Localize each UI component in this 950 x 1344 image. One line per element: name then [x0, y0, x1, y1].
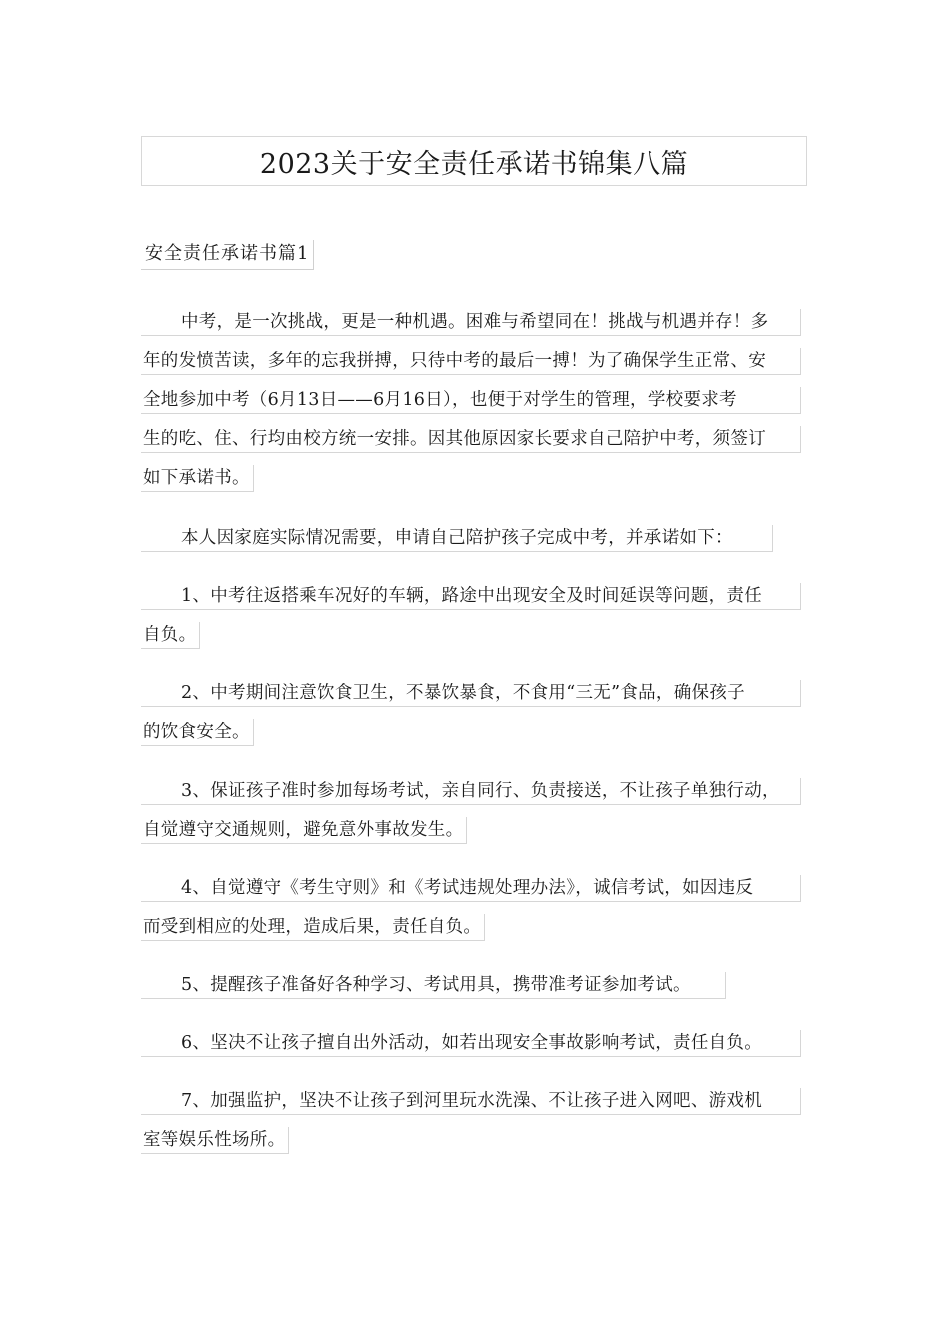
pledge-item-2	[141, 674, 806, 752]
paragraph-line: 2、中考期间注意饮食卫生，不暴饮暴食，不食用“三无”食品，确保孩子	[141, 680, 801, 707]
paragraph-line: 生的吃、住、行均由校方统一安排。因其他原因家长要求自己陪护中考，须签订	[141, 426, 801, 453]
paragraph-intro	[141, 303, 806, 498]
paragraph-line: 7、加强监护，坚决不让孩子到河里玩水洗澡、不让孩子进入网吧、游戏机	[141, 1088, 801, 1115]
paragraph-line: 全地参加中考（6月13日——6月16日），也便于对学生的管理，学校要求考	[141, 387, 801, 414]
pledge-item-3	[141, 772, 806, 850]
paragraph-line: 而受到相应的处理，造成后果，责任自负。	[141, 914, 485, 941]
paragraph-line: 中考，是一次挑战，更是一种机遇。困难与希望同在！挑战与机遇并存！多	[141, 309, 801, 336]
paragraph-line: 的饮食安全。	[141, 719, 254, 746]
paragraph-line: 室等娱乐性场所。	[141, 1127, 289, 1154]
pledge-item-7	[141, 1082, 806, 1160]
paragraph-line: 如下承诺书。	[141, 465, 254, 492]
pledge-item-6	[141, 1024, 806, 1063]
paragraph-line: 6、坚决不让孩子擅自出外活动，如若出现安全事故影响考试，责任自负。	[141, 1030, 801, 1057]
paragraph-line: 1、中考往返搭乘车况好的车辆，路途中出现安全及时间延误等问题，责任	[141, 583, 801, 610]
paragraph-line: 自负。	[141, 622, 200, 649]
paragraph-line: 5、提醒孩子准备好各种学习、考试用具，携带准考证参加考试。	[141, 972, 726, 999]
paragraph-line: 自觉遵守交通规则，避免意外事故发生。	[141, 817, 467, 844]
paragraph-line: 年的发愤苦读，多年的忘我拼搏，只待中考的最后一搏！为了确保学生正常、安	[141, 348, 801, 375]
paragraph-line: 本人因家庭实际情况需要，申请自己陪护孩子完成中考，并承诺如下：	[141, 525, 773, 552]
pledge-item-1	[141, 577, 806, 655]
section-heading: 安全责任承诺书篇1	[141, 240, 314, 270]
paragraph-line: 4、自觉遵守《考生守则》和《考试违规处理办法》，诚信考试，如因违反	[141, 875, 801, 902]
paragraph-pledge-intro	[141, 519, 806, 558]
paragraph-line: 3、保证孩子准时参加每场考试，亲自同行、负责接送，不让孩子单独行动，	[141, 778, 801, 805]
pledge-item-5	[141, 966, 806, 1005]
pledge-item-4	[141, 869, 806, 947]
document-title: 2023关于安全责任承诺书锦集八篇	[141, 136, 807, 186]
